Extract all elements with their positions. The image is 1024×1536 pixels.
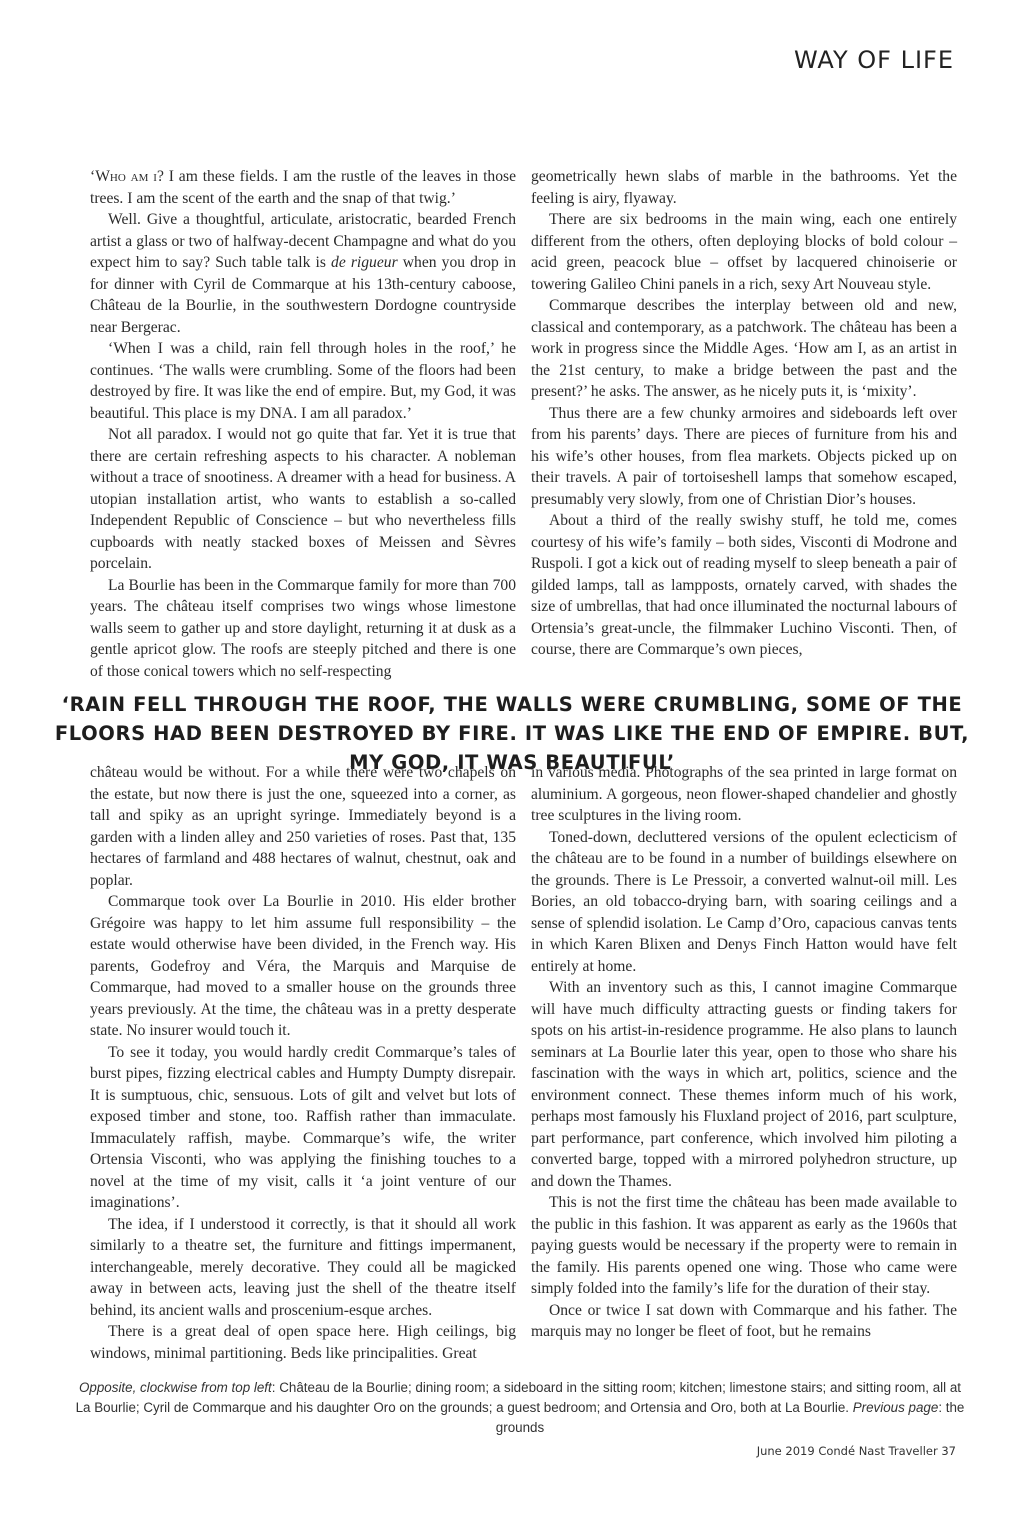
paragraph bbox=[90, 166, 516, 209]
page-folio: June 2019 Condé Nast Traveller 37 bbox=[756, 1444, 956, 1458]
paragraph: Once or twice I sat down with Commarque and his father. The marquis may no longer be fleet of foot, but he remains bbox=[531, 1301, 957, 1340]
caption-previous-label: Previous page bbox=[852, 1400, 939, 1415]
paragraph: This is not the first time the château has been made available to the public in this fashion. It was apparent as early as the 1960s that paying guests would be necessary if the property were to remain in the family. His parents opened one wing. Those who came were simply folded into the family’s life for the duration of their stay. bbox=[531, 1194, 957, 1297]
paragraph: Toned-down, decluttered versions of the opulent eclecticism of the château are to be found in a number of buildings elsewhere on the grounds. There is Le Pressoir, a converted walnut-oil mill. Les Bories, an old tobacco-drying barn, with soaring ceilings and a sense of splendid isolation. Le Camp d’Oro, capacious canvas tents in which Karen Blixen and Denys Finch Hatton would have felt entirely at home. bbox=[531, 828, 957, 975]
paragraph: Not all paradox. I would not go quite that far. Yet it is true that there are certain refreshing aspects to his character. A nobleman without a trace of snootiness. A dreamer with a head for business. A utopian installation artist, who wants to establish a so-called Independent Republic of Conscience – but who nevertheless fills cupboards with neatly stacked boxes of Meissen and Sèvres porcelain. bbox=[90, 426, 516, 572]
paragraph-text: Well. Give a thoughtful, articulate, aristocratic, bearded French artist a glass or two of halfway-decent Champagne and what do you expect him to say? Such table talk is bbox=[90, 211, 516, 271]
paragraph: There are six bedrooms in the main wing, each one entirely different from the others, often deploying blocks of bold colour – acid green, peacock blue – offset by lacquered chinoiserie or towering Galileo Chini panels in a rich, sexy Art Nouveau style. bbox=[531, 211, 957, 293]
paragraph: ‘When I was a child, rain fell through holes in the roof,’ he continues. ‘The walls were crumbling. Some of the floors had been destroyed by fire. It was like the end of empire. But, my God, it was beautiful. This place is my DNA. I am all paradox.’ bbox=[90, 340, 516, 422]
paragraph: La Bourlie has been in the Commarque family for more than 700 years. The château itself comprises two wings whose limestone walls seem to gather up and store daylight, returning it at dusk as a gentle apricot glow. The roofs are steeply pitched and there is one of those conical towers which no self-respecting bbox=[90, 576, 516, 680]
article-column-4 bbox=[531, 762, 957, 1343]
paragraph: geometrically hewn slabs of marble in the bathrooms. Yet the feeling is airy, flyaway. bbox=[531, 168, 957, 207]
caption-lead: Opposite, clockwise from top left bbox=[79, 1380, 272, 1395]
article-column-3 bbox=[90, 762, 516, 1364]
section-label: WAY OF LIFE bbox=[793, 46, 954, 74]
paragraph: About a third of the really swishy stuff, he told me, comes courtesy of his wife’s family – both sides, Visconti di Modrone and Ruspoli. I got a kick out of reading myself to sleep beneath a pair of gilded lamps, tall as lampposts, ornately carved, with shades the size of umbrellas, that had once illuminated the nocturnal labours of Ortensia’s great-uncle, the filmmaker Luchino Visconti. Then, of course, there are Commarque’s own pieces, bbox=[531, 512, 957, 658]
paragraph bbox=[90, 209, 516, 338]
paragraph: château would be without. For a while there were two chapels on the estate, but now there is just the one, squeezed into a corner, as tall and spiky as an upright syringe. Immediately beyond is a garden with a linden alley and 250 varieties of roses. Past that, 135 hectares of farmland and 488 hectares of walnut, chestnut, oak and poplar. bbox=[90, 764, 516, 889]
caption-text: : the grounds bbox=[495, 1400, 965, 1435]
paragraph: Commarque describes the interplay between old and new, classical and contemporary, as a patchwork. The château has been a work in progress since the Middle Ages. ‘How am I, as an artist in the 21st century, to make a bridge between the past and the present?’ he asks. The answer, as he nicely puts it, is ‘mixity’. bbox=[531, 297, 957, 400]
article-column-1 bbox=[90, 166, 516, 682]
paragraph: The idea, if I understood it correctly, is that it should all work similarly to a theatre set, the furniture and fittings impermanent, interchangeable, merely decorative. They could all be magicked away in between acts, leaving just the shell of the theatre itself behind, its ancient walls and proscenium-esque arches. bbox=[90, 1215, 516, 1319]
paragraph: in various media. Photographs of the sea printed in large format on aluminium. A gorgeous, neon flower-shaped chandelier and ghostly tree sculptures in the living room. bbox=[531, 764, 957, 824]
paragraph: With an inventory such as this, I cannot imagine Commarque will have much difficulty attracting guests or finding takers for spots on his artist-in-residence programme. He also plans to launch seminars at La Bourlie later this year, open to those who share his fascination with the ways in which art, politics, science and the environment connect. These themes inform much of his work, perhaps most famously his Fluxland project of 2016, part sculpture, part performance, part conference, which involved him piloting a converted barge, topped with a mirrored polyhedron structure, up and down the Thames. bbox=[531, 979, 957, 1190]
pull-quote: ‘RAIN FELL THROUGH THE ROOF, THE WALLS WERE CRUMBLING, SOME OF THE FLOORS HAD BEEN DESTROYED BY FIRE. IT WAS LIKE THE END OF EMPIRE. BUT, MY GOD, IT WAS BEAUTIFUL’ bbox=[54, 693, 970, 774]
caption-text: : Château de la Bourlie; dining room; a sideboard in the sitting room; kitchen; limestone stairs; and sitting room, all at La Bourlie; Cyril de Commarque and his daughter Oro on the grounds; a guest bedroom; and Ortensia and Oro, both at La Bourlie. bbox=[75, 1380, 961, 1415]
paragraph-text: ? I am these fields. I am the rustle of the leaves in those trees. I am the scent of the earth and the snap of that twig.’ bbox=[90, 168, 516, 207]
paragraph: To see it today, you would hardly credit Commarque’s tales of burst pipes, fizzing electrical cables and Humpty Dumpty disrepair. It is sumptuous, chic, sensuous. Lots of gilt and velvet but lots of exposed timber and stone, too. Raffish rather than immaculate. Immaculately raffish, maybe. Commarque’s wife, the writer Ortensia Visconti, who was applying the finishing touches to a novel at the time of my visit, calls it ‘a joint venture of our imaginations’. bbox=[90, 1043, 516, 1211]
drop-lead: ‘Who am i bbox=[90, 168, 157, 185]
photo-caption bbox=[70, 1378, 970, 1438]
paragraph: Thus there are a few chunky armoires and sideboards left over from his parents’ days. There are pieces of furniture from his and his wife’s other houses, from flea markets. Objects picked up on their travels. A pair of tortoiseshell lamps that somehow escaped, presumably very slowly, from one of Christian Dior’s houses. bbox=[531, 404, 957, 508]
paragraph-text: when you drop in for dinner with Cyril de Commarque at his 13th-century caboose, Château de la Bourlie, in the southwestern Dordogne countryside near Bergerac. bbox=[90, 254, 516, 336]
paragraph: Commarque took over La Bourlie in 2010. His elder brother Grégoire was happy to let him assume full responsibility – the estate would otherwise have been divided, in the French way. His parents, Godefroy and Véra, the Marquis and Marquise de Commarque, had moved to a smaller house on the grounds three years previously. At the time, the château was in a pretty desperate state. No insurer would touch it. bbox=[90, 893, 516, 1039]
paragraph: There is a great deal of open space here. High ceilings, big windows, minimal partitioning. Beds like principalities. Great bbox=[90, 1323, 516, 1362]
emphasis-text: de rigueur bbox=[331, 254, 398, 271]
article-column-2 bbox=[531, 166, 957, 661]
